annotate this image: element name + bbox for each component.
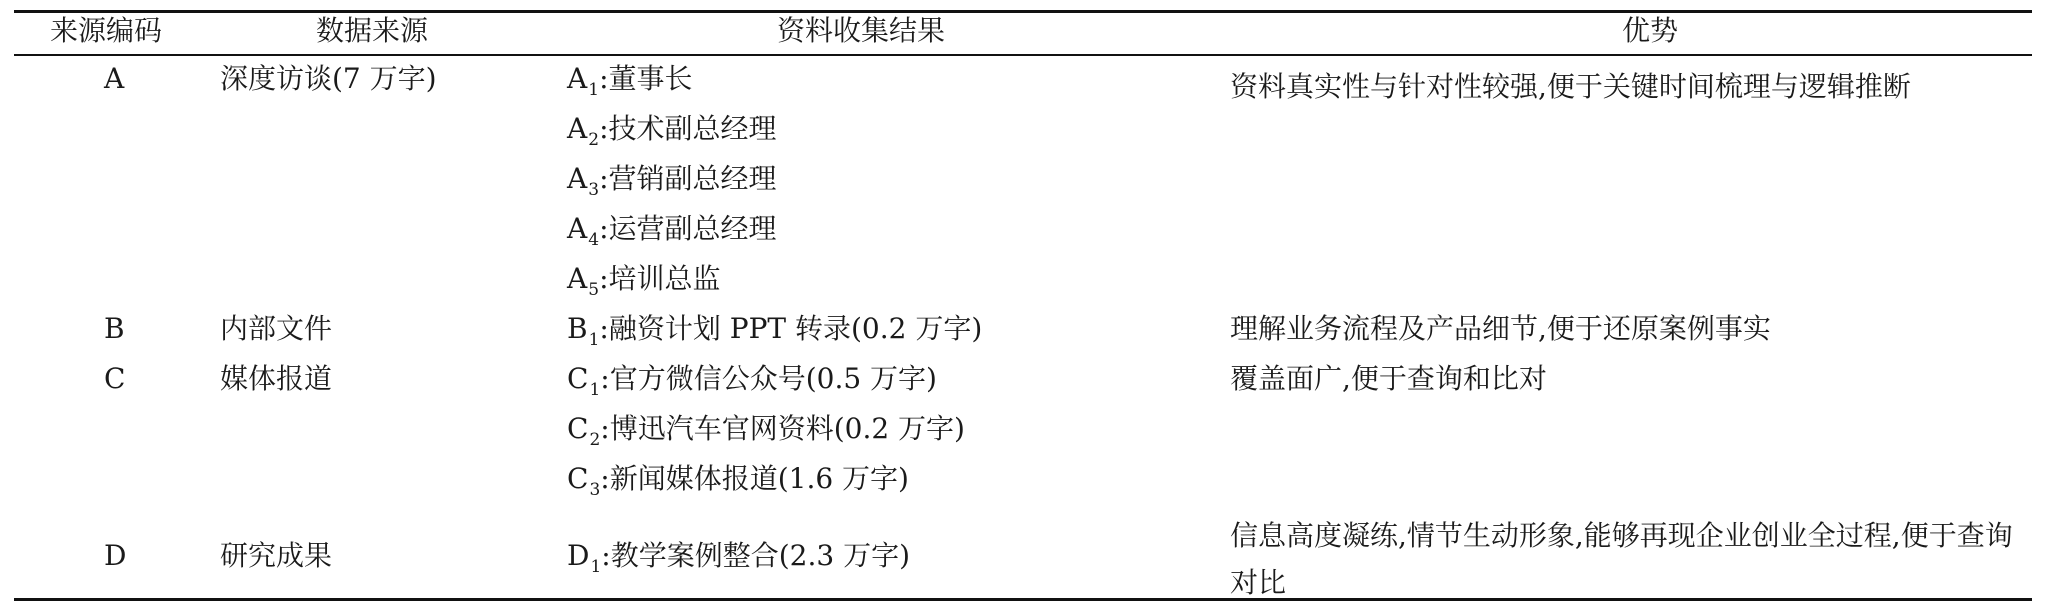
header-data-source: 数据来源 xyxy=(316,14,429,47)
table-top-rule xyxy=(14,10,2032,13)
row-d-item-1: $D_1$:教学案例整合(2.3 万字) xyxy=(567,539,910,577)
row-a-item-3: $A_3$:营销副总经理 xyxy=(567,162,777,200)
row-c-item-2: $C_2$:博迅汽车官网资料(0.2 万字) xyxy=(567,412,965,450)
header-collection-result: 资料收集结果 xyxy=(777,14,946,47)
row-d-code: D xyxy=(104,539,127,572)
row-a-advantage: 资料真实性与针对性较强,便于关键时间梳理与逻辑推断 xyxy=(1230,70,1911,103)
header-source-code: 来源编码 xyxy=(50,14,163,47)
row-a-source: 深度访谈(7 万字) xyxy=(220,62,437,95)
row-a-item-5: $A_5$:培训总监 xyxy=(567,262,721,300)
row-a-item-1: $A_1$:董事长 xyxy=(567,62,693,100)
row-a-code: A xyxy=(104,62,125,95)
row-b-advantage: 理解业务流程及产品细节,便于还原案例事实 xyxy=(1230,312,1771,345)
row-c-advantage: 覆盖面广,便于查询和比对 xyxy=(1230,362,1547,395)
row-c-source: 媒体报道 xyxy=(220,362,333,395)
row-d-advantage: 信息高度凝练,情节生动形象,能够再现企业创业全过程,便于查询对比 xyxy=(1230,519,2013,599)
row-c-item-3: $C_3$:新闻媒体报道(1.6 万字) xyxy=(567,462,909,500)
table-header-rule xyxy=(14,54,2032,56)
row-a-item-2: $A_2$:技术副总经理 xyxy=(567,112,777,150)
row-c-item-1: $C_1$:官方微信公众号(0.5 万字) xyxy=(567,362,937,400)
row-b-code: B xyxy=(104,312,125,345)
row-c-code: C xyxy=(104,362,126,395)
row-b-source: 内部文件 xyxy=(220,312,333,345)
row-a-item-4: $A_4$:运营副总经理 xyxy=(567,212,777,250)
row-d-source: 研究成果 xyxy=(220,539,333,572)
header-advantage: 优势 xyxy=(1622,14,1679,47)
row-b-item-1: $B_1$:融资计划 PPT 转录(0.2 万字) xyxy=(567,312,983,350)
